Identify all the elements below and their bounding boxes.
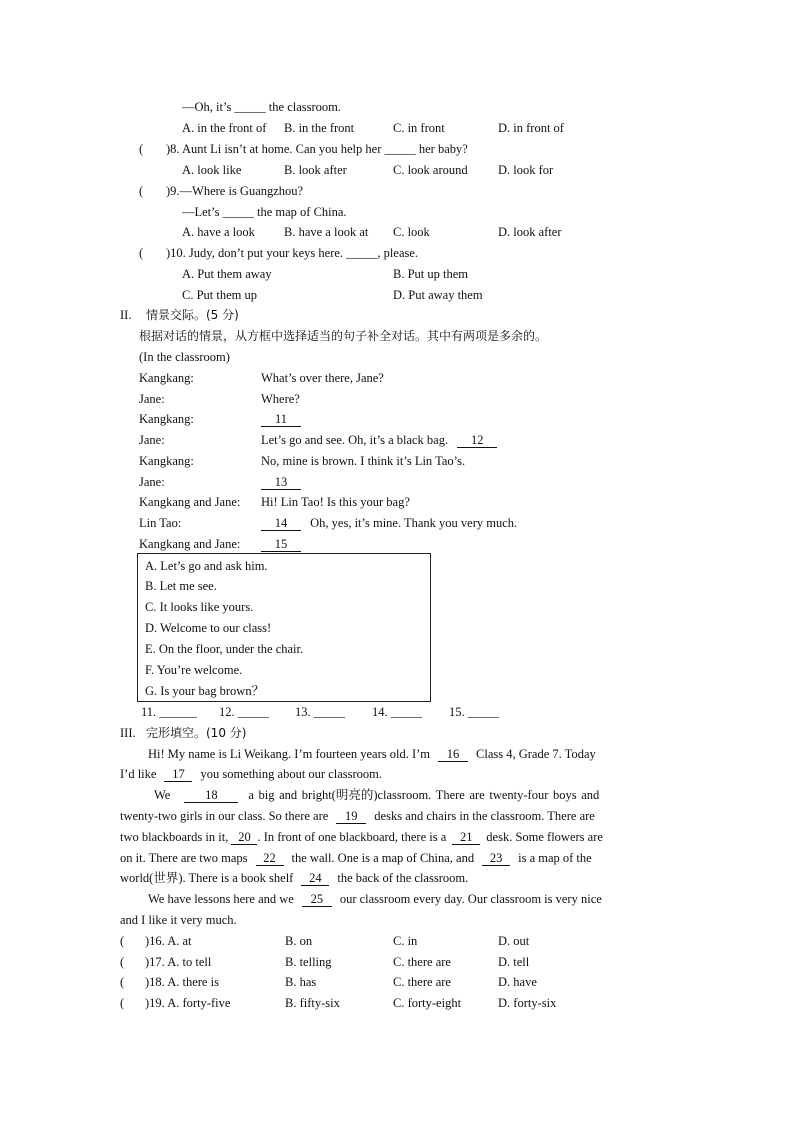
passage-text: the back of the classroom. bbox=[337, 871, 469, 885]
q7-option-a: A. in the front of bbox=[182, 121, 267, 135]
passage-text: . In front of one blackboard, there is a bbox=[257, 830, 447, 844]
passage-text: you something about our classroom. bbox=[200, 767, 383, 781]
q18-paren: ( bbox=[120, 975, 125, 989]
q17-option-c: C. there are bbox=[393, 955, 451, 969]
q9-paren: ( bbox=[139, 184, 144, 198]
blank-20[interactable]: 20 bbox=[231, 830, 257, 845]
q9-option-d: D. look after bbox=[498, 225, 562, 239]
dialog-speaker: Kangkang: bbox=[139, 412, 194, 426]
blank-13[interactable]: 13 bbox=[261, 475, 301, 490]
q9-option-c: C. look bbox=[393, 225, 430, 239]
q19-paren: ( bbox=[120, 996, 125, 1010]
dialog-speaker: Lin Tao: bbox=[139, 516, 182, 530]
answer-13[interactable]: 13. _____ bbox=[295, 705, 345, 719]
dialog-line: No, mine is brown. I think it’s Lin Tao’s. bbox=[261, 454, 466, 468]
passage-line bbox=[120, 766, 382, 782]
q16-option-a: )16. A. at bbox=[145, 934, 192, 948]
q17-option-a: )17. A. to tell bbox=[145, 955, 212, 969]
q8-option-b: B. look after bbox=[284, 163, 347, 177]
box-option-a: A. Let’s go and ask him. bbox=[145, 559, 268, 573]
q7-option-c: C. in front bbox=[393, 121, 445, 135]
q8-option-c: C. look around bbox=[393, 163, 468, 177]
passage-text: is a map of the bbox=[518, 851, 592, 865]
q16-option-d: D. out bbox=[498, 934, 530, 948]
q8-paren: ( bbox=[139, 142, 144, 156]
q17-paren: ( bbox=[120, 955, 125, 969]
passage-text: desks and chairs in the classroom. There are bbox=[374, 809, 595, 823]
passage-line: and I like it very much. bbox=[120, 913, 237, 927]
dialog-speaker: Jane: bbox=[139, 475, 165, 489]
blank-23[interactable]: 23 bbox=[482, 851, 510, 866]
section3-title: 完形填空。(10 分) bbox=[146, 726, 247, 740]
blank-21[interactable]: 21 bbox=[452, 830, 480, 845]
dialog-speaker: Kangkang and Jane: bbox=[139, 537, 241, 551]
passage-line bbox=[120, 808, 595, 824]
dialog-line: Hi! Lin Tao! Is this your bag? bbox=[261, 495, 410, 509]
blank-18[interactable]: 18 bbox=[184, 788, 238, 803]
q10-option-a: A. Put them away bbox=[182, 267, 272, 281]
dialog-blank[interactable] bbox=[261, 411, 301, 427]
q7-option-b: B. in the front bbox=[284, 121, 355, 135]
blank-22[interactable]: 22 bbox=[256, 851, 284, 866]
q17-option-d: D. tell bbox=[498, 955, 530, 969]
q8-option-a: A. look like bbox=[182, 163, 242, 177]
section2-instruction: 根据对话的情景，从方框中选择适当的句子补全对话。其中有两项是多余的。 bbox=[139, 329, 548, 343]
q7-option-d: D. in front of bbox=[498, 121, 564, 135]
passage-text: a big and bright(明亮的)classroom. There are twenty-four boys and bbox=[248, 788, 600, 802]
passage-text: Hi! My name is Li Weikang. I’m fourteen years old. I’m bbox=[148, 747, 431, 761]
blank-19[interactable]: 19 bbox=[336, 809, 366, 824]
answer-12[interactable]: 12. _____ bbox=[219, 705, 269, 719]
passage-line bbox=[120, 850, 592, 866]
dialog-speaker: Jane: bbox=[139, 433, 165, 447]
dialog-blank[interactable] bbox=[261, 536, 301, 552]
passage-line bbox=[148, 891, 602, 907]
passage-text: the wall. One is a map of China, and bbox=[291, 851, 475, 865]
passage-text: Class 4, Grade 7. Today bbox=[476, 747, 596, 761]
q10-option-b: B. Put up them bbox=[393, 267, 469, 281]
box-option-c: C. It looks like yours. bbox=[145, 600, 254, 614]
section2-title: 情景交际。(5 分) bbox=[146, 308, 239, 322]
q18-option-a: )18. A. there is bbox=[145, 975, 219, 989]
q7-line: —Oh, it’s _____ the classroom. bbox=[182, 100, 342, 114]
dialog-text: Let’s go and see. Oh, it’s a black bag. bbox=[261, 433, 449, 447]
blank-17[interactable]: 17 bbox=[164, 767, 192, 782]
q9-line2: —Let’s _____ the map of China. bbox=[182, 205, 347, 219]
passage-line bbox=[120, 829, 603, 845]
q9-option-a: A. have a look bbox=[182, 225, 255, 239]
passage-text: our classroom every day. Our classroom is very nice bbox=[339, 892, 602, 906]
passage-text: desk. Some flowers are bbox=[486, 830, 603, 844]
dialog-speaker: Kangkang: bbox=[139, 454, 194, 468]
box-option-e: E. On the floor, under the chair. bbox=[145, 642, 304, 656]
box-option-f: F. You’re welcome. bbox=[145, 663, 243, 677]
answer-11[interactable]: 11. ______ bbox=[141, 705, 197, 719]
q19-option-b: B. fifty-six bbox=[285, 996, 340, 1010]
answer-15[interactable]: 15. _____ bbox=[449, 705, 499, 719]
q16-option-b: B. on bbox=[285, 934, 313, 948]
dialog-text: Oh, yes, it’s mine. Thank you very much. bbox=[310, 516, 518, 530]
blank-16[interactable]: 16 bbox=[438, 747, 468, 762]
answer-14[interactable]: 14. _____ bbox=[372, 705, 422, 719]
section2-setting: (In the classroom) bbox=[139, 350, 230, 364]
passage-line bbox=[120, 870, 468, 886]
blank-11[interactable]: 11 bbox=[261, 412, 301, 427]
dialog-speaker: Kangkang: bbox=[139, 371, 194, 385]
q19-option-d: D. forty-six bbox=[498, 996, 557, 1010]
passage-text: on it. There are two maps bbox=[120, 851, 248, 865]
q16-option-c: C. in bbox=[393, 934, 418, 948]
q9-stem: )9.—Where is Guangzhou? bbox=[166, 184, 304, 198]
dialog-blank[interactable] bbox=[261, 474, 301, 490]
blank-15[interactable]: 15 bbox=[261, 537, 301, 552]
q8-stem: )8. Aunt Li isn’t at home. Can you help her _____ her baby? bbox=[166, 142, 468, 156]
dialog-line: Where? bbox=[261, 392, 300, 406]
q9-option-b: B. have a look at bbox=[284, 225, 369, 239]
dialog-line bbox=[261, 432, 497, 448]
box-option-g: G. Is your bag brown？ bbox=[145, 684, 265, 698]
blank-14[interactable]: 14 bbox=[261, 516, 301, 531]
passage-text: world(世界). There is a book shelf bbox=[120, 871, 294, 885]
q10-paren: ( bbox=[139, 246, 144, 260]
passage-text: We bbox=[154, 788, 171, 802]
blank-25[interactable]: 25 bbox=[302, 892, 332, 907]
box-option-b: B. Let me see. bbox=[145, 579, 217, 593]
q18-option-b: B. has bbox=[285, 975, 317, 989]
passage-text: twenty-two girls in our class. So there are bbox=[120, 809, 329, 823]
dialog-speaker: Jane: bbox=[139, 392, 165, 406]
passage-text: two blackboards in it, bbox=[120, 830, 229, 844]
blank-12[interactable]: 12 bbox=[457, 433, 497, 448]
q19-option-c: C. forty-eight bbox=[393, 996, 462, 1010]
passage-line bbox=[148, 746, 596, 762]
q16-paren: ( bbox=[120, 934, 125, 948]
q8-option-d: D. look for bbox=[498, 163, 554, 177]
q10-option-d: D. Put away them bbox=[393, 288, 483, 302]
passage-text: We have lessons here and we bbox=[148, 892, 294, 906]
section3-roman: III. bbox=[120, 726, 136, 740]
section2-roman: II. bbox=[120, 308, 132, 322]
blank-24[interactable]: 24 bbox=[301, 871, 329, 886]
passage-line bbox=[154, 787, 599, 803]
q19-option-a: )19. A. forty-five bbox=[145, 996, 231, 1010]
box-option-d: D. Welcome to our class! bbox=[145, 621, 272, 635]
q18-option-c: C. there are bbox=[393, 975, 451, 989]
dialog-speaker: Kangkang and Jane: bbox=[139, 495, 241, 509]
q17-option-b: B. telling bbox=[285, 955, 332, 969]
q10-option-c: C. Put them up bbox=[182, 288, 258, 302]
dialog-line bbox=[261, 515, 517, 531]
q10-stem: )10. Judy, don’t put your keys here. _____, please. bbox=[166, 246, 419, 260]
q18-option-d: D. have bbox=[498, 975, 537, 989]
passage-text: I’d like bbox=[120, 767, 157, 781]
dialog-line: What’s over there, Jane? bbox=[261, 371, 384, 385]
